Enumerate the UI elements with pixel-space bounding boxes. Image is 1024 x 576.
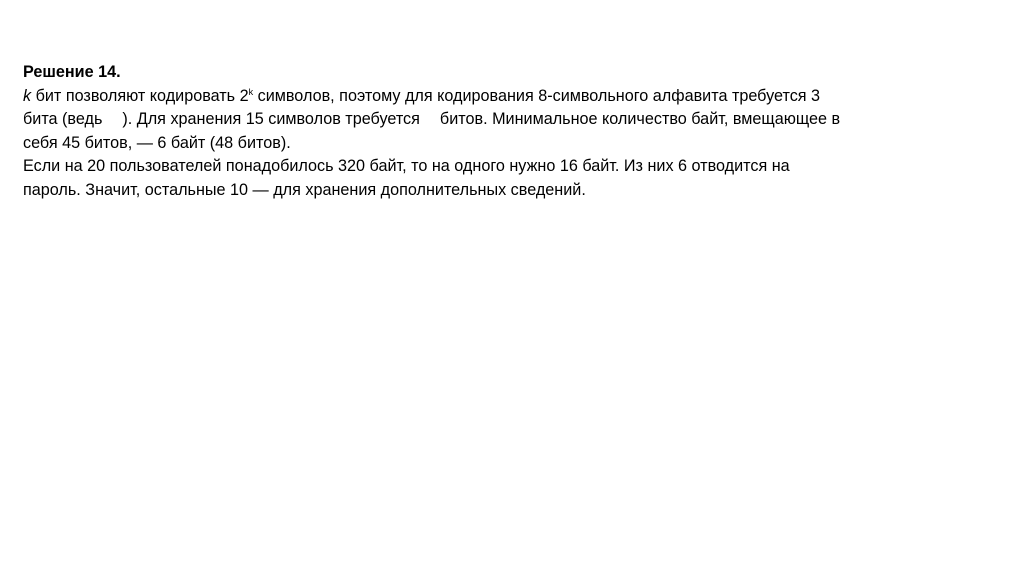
solution-line-1 xyxy=(23,85,1008,109)
solution-title: Решение 14. xyxy=(23,63,121,81)
solution-line-5: пароль. Значит, остальные 10 — для хранения дополнительных сведений. xyxy=(23,180,586,199)
solution-line-4: Если на 20 пользователей понадобилось 320 байт, то на одного нужно 16 байт. Из них 6 отводится на xyxy=(23,157,790,175)
variable-k: k xyxy=(23,86,32,105)
solution-line-3: себя 45 битов, — 6 байт (48 битов). xyxy=(23,133,291,152)
line-2-text-c: битов. Минимальное количество байт, вмещающее в xyxy=(439,110,841,128)
superscript-k: k xyxy=(248,86,254,97)
line-2-text-b: ). Для хранения 15 символов требуется xyxy=(122,110,420,128)
line-1-text-b: символов, поэтому для кодирования 8-символьного алфавита требуется 3 xyxy=(253,86,821,105)
line-2-text-a: бита (ведь xyxy=(23,110,103,128)
solution-line-2 xyxy=(23,108,1008,132)
line-1-text-a: бит позволяют кодировать 2 xyxy=(31,86,249,105)
solution-text-block xyxy=(23,61,1008,202)
